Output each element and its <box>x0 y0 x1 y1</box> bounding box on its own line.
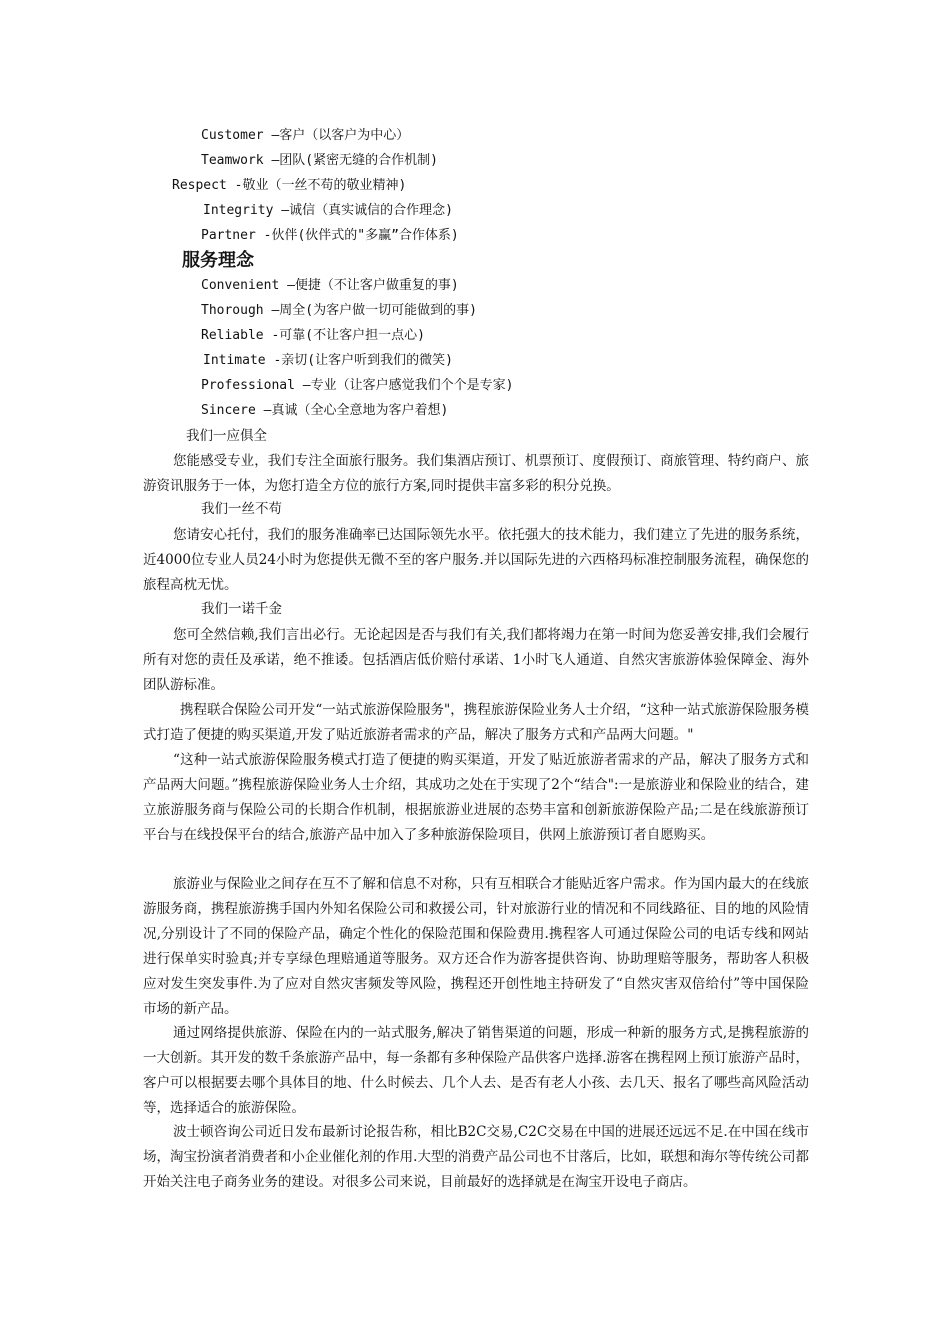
value-teamwork: Teamwork —团队(紧密无缝的合作机制) <box>201 153 438 168</box>
service-reliable: Reliable -可靠(不让客户担一点心) <box>201 328 425 343</box>
section-body-promise: 您可全然信赖,我们言出必行。无论起因是否与我们有关,我们都将竭力在第一时间为您妥善安排,我们会履行所有对您的责任及承诺，绝不推诿。包括酒店低价赔付承诺、1小时飞人通道、自然灾害旅游体验保障金、海外团队游标准。 <box>143 627 809 693</box>
service-convenient: Convenient —便捷（不让客户做重复的事) <box>201 278 459 293</box>
section-body-meticulous: 您请安心托付，我们的服务准确率已达国际领先水平。依托强大的技术能力，我们建立了先进的服务系统，近4000位专业人员24小时为您提供无微不至的客户服务.并以国际先进的六西格玛标准控制服务流程，确保您的旅程高枕无忧。 <box>143 527 809 593</box>
value-partner: Partner -伙伴(伙伴式的"多赢”合作体系) <box>201 228 459 243</box>
service-professional: Professional —专业（让客户感觉我们个个是专家) <box>201 378 514 393</box>
service-thorough: Thorough —周全(为客户做一切可能做到的事) <box>201 303 477 318</box>
section-title-meticulous: 我们一丝不苟 <box>201 501 282 517</box>
paragraph-two-combinations: “这种一站式旅游保险服务模式打造了便捷的购买渠道，开发了贴近旅游者需求的产品，解决了服务方式和产品两大问题。”携程旅游保险业务人士介绍，其成功之处在于实现了2个“结合":一是旅游业和保险业的结合，建立旅游服务商与保险公司的长期合作机制，根据旅游业进展的态势丰富和创新旅游保险产品;二是在线旅游预订平台与在线投保平台的结合,旅游产品中加入了多种旅游保险项目，供网上旅游预订者自愿购买。 <box>143 752 809 843</box>
service-intimate: Intimate -亲切(让客户听到我们的微笑) <box>203 353 453 368</box>
paragraph-one-stop-innovation: 通过网络提供旅游、保险在内的一站式服务,解决了销售渠道的问题，形成一种新的服务方式,是携程旅游的一大创新。其开发的数千条旅游产品中，每一条都有多种保险产品供客户选择.游客在携程网上预订旅游产品时，客户可以根据要去哪个具体目的地、什么时候去、几个人去、是否有老人小孩、去几天、报名了哪些高风险活动等，选择适合的旅游保险。 <box>143 1025 809 1116</box>
value-integrity: Integrity —诚信（真实诚信的合作理念) <box>203 203 453 218</box>
section-body-all-in-one: 您能感受专业，我们专注全面旅行服务。我们集酒店预订、机票预订、度假预订、商旅管理、特约商户、旅游资讯服务于一体，为您打造全方位的旅行方案,同时提供丰富多彩的积分兑换。 <box>143 453 809 494</box>
value-customer: Customer —客户（以客户为中心） <box>201 128 410 143</box>
paragraph-bcg-report: 波士顿咨询公司近日发布最新讨论报告称，相比B2C交易,C2C交易在中国的进展还远远不足.在中国在线市场，淘宝扮演者消费者和小企业催化剂的作用.大型的消费产品公司也不甘落后，比如，联想和海尔等传统公司都开始关注电子商务业务的建设。对很多公司来说，目前最好的选择就是在淘宝开设电子商店。 <box>143 1124 809 1190</box>
paragraph-insurance-intro: 携程联合保险公司开发“一站式旅游保险服务"，携程旅游保险业务人士介绍，“这种一站式旅游保险服务模式打造了便捷的购买渠道,开发了贴近旅游者需求的产品，解决了服务方式和产品两大问题。" <box>143 702 809 743</box>
value-respect: Respect -敬业（一丝不苟的敬业精神) <box>172 178 407 193</box>
service-heading: 服务理念 <box>182 250 254 271</box>
section-title-promise: 我们一诺千金 <box>201 601 282 617</box>
service-sincere: Sincere —真诚（全心全意地为客户着想) <box>201 403 449 418</box>
section-title-all-in-one: 我们一应俱全 <box>186 428 267 444</box>
paragraph-industry-cooperation: 旅游业与保险业之间存在互不了解和信息不对称，只有互相联合才能贴近客户需求。作为国内最大的在线旅游服务商，携程旅游携手国内外知名保险公司和救援公司，针对旅游行业的情况和不同线路征、目的地的风险情况,分别设计了不同的保险产品，确定个性化的保险范围和保险费用.携程客人可通过保险公司的电话专线和网站进行保单实时验真;并专享绿色理赔通道等服务。双方还合作为游客提供咨询、协助理赔等服务，帮助客人积极应对发生突发事件.为了应对自然灾害频发等风险，携程还开创性地主持研发了“自然灾害双倍给付”等中国保险市场的新产品。 <box>143 876 809 1017</box>
